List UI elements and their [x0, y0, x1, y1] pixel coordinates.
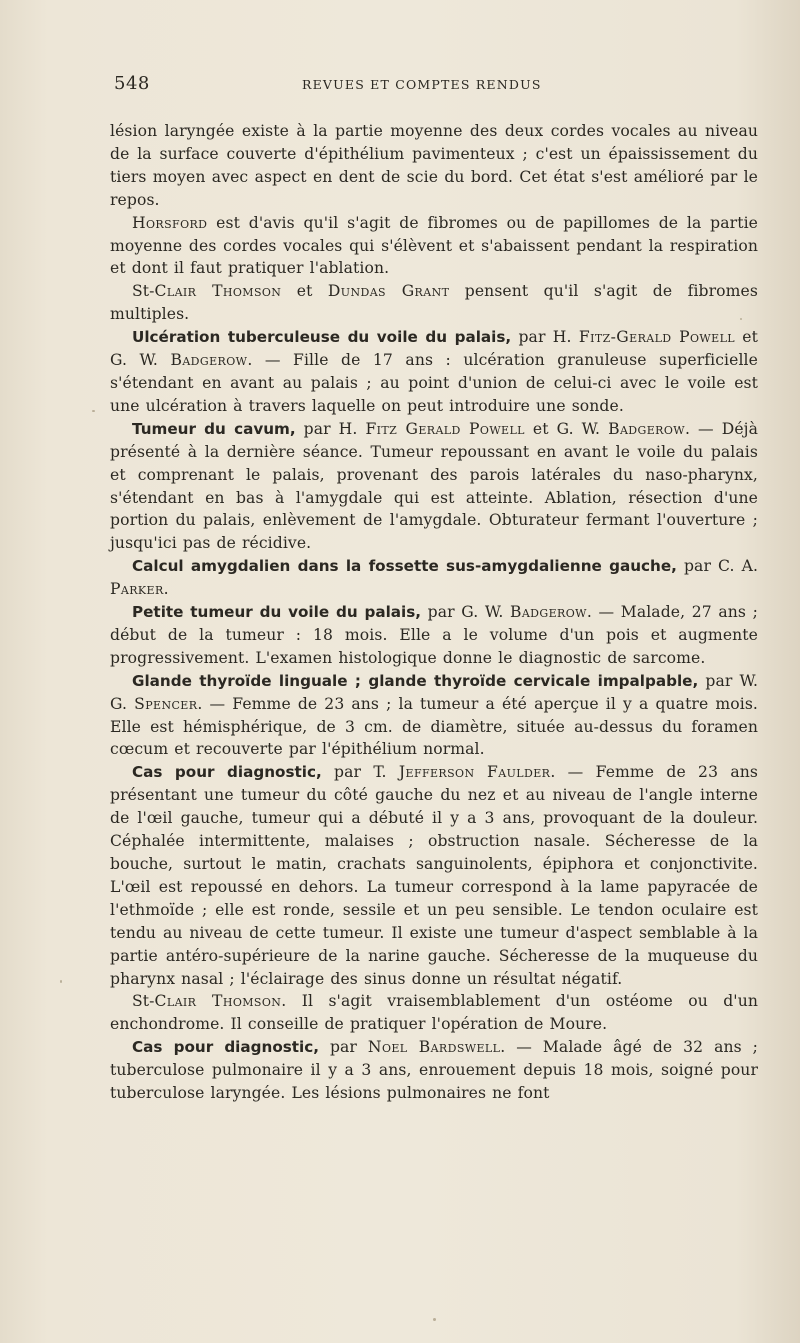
body-text: et G. W. [110, 328, 758, 370]
body-text: lésion laryngée existe à la partie moyenne des deux cordes vocales au niveau de la surface couverte d'épithélium pavimenteux ; c'est un épaississement du tiers moyen avec aspect en dent de scie du bord. Cet état s'est amélioré par le repos. [110, 122, 758, 209]
paragraph [110, 670, 758, 762]
paragraph [110, 212, 758, 281]
paragraph [110, 280, 758, 326]
body-text: . — Femme de 23 ans présentant une tumeur du côté gauche du nez et au niveau de l'angle interne de l'œil gauche, tumeur qui a débuté il y a 3 ans, provoquant de la douleur. Céphalée intermittente, malaises ; obstruction nasale. Sécheresse de la bouche, surtout le matin, crachats sanguinolents, épiphora et conjonctivite. L'œil est repoussé en dehors. La tumeur correspond à la lame papyracée de l'ethmoïde ; elle est ronde, sessile et un peu sensible. Le tendon oculaire est tendu au niveau de cette tumeur. Il existe une tumeur d'aspect semblable à la partie antéro-supérieure de la narine gauche. Sécheresse de la muqueuse du pharynx nasal ; l'éclairage des sinus donne un résultat négatif. [110, 763, 759, 988]
article-body [110, 120, 758, 1105]
paragraph [110, 990, 758, 1036]
body-text: et [281, 282, 328, 301]
author-name: Jefferson Faulder [398, 763, 551, 782]
author-name: Badgerow [509, 603, 587, 622]
body-text: . — Déjà présenté à la dernière séance. Tumeur repoussant en avant le voile du palais et comprenant le palais, provenant des parois latérales du naso-pharynx, s'étendant en bas à l'amygdale qui est atteinte. Ablation, résection d'une portion du palais, enlèvement de l'amygdale. Obturateur fermant l'ouverture ; jusqu'ici pas de récidive. [110, 419, 758, 553]
body-text: par G. W. [421, 603, 510, 622]
paragraph [110, 555, 758, 601]
author-name: Horsford [132, 213, 208, 232]
body-text: . — Femme de 23 ans ; la tumeur a été aperçue il y a quatre mois. Elle est hémisphérique, de 3 cm. de diamètre, située au-dessus du foramen cœcum et recouverte par l'épithélium normal. [110, 694, 758, 759]
body-text: . [163, 580, 169, 599]
author-name: Noel Bardswell [367, 1038, 501, 1057]
author-name: Fitz Gerald Powell [365, 419, 525, 438]
body-text: par [319, 1038, 368, 1057]
author-name: Fitz-Gerald Powell [578, 328, 735, 347]
body-text: St- [132, 992, 155, 1011]
paragraph [110, 601, 758, 670]
paragraph [110, 326, 758, 418]
running-title: REVUES ET COMPTES RENDUS [302, 77, 542, 92]
case-title: Calcul amygdalien dans la fossette sus-amygdalienne gauche, [132, 557, 677, 576]
case-title: Cas pour diagnostic, [132, 763, 322, 782]
body-text: . — Fille de 17 ans : ulcération granuleuse superficielle s'étendant en avant au palais ; au point d'union de celui-ci avec le voile est une ulcération à travers laquelle on peut introduire une sonde. [110, 351, 758, 415]
body-text: pensent qu'il s'agit de fibromes multiples. [110, 282, 758, 324]
paragraph [110, 120, 758, 212]
case-title: Petite tumeur du voile du palais, [132, 603, 422, 622]
paragraph [110, 761, 758, 990]
paragraph [110, 1036, 758, 1105]
case-title: Cas pour diagnostic, [132, 1038, 320, 1057]
author-name: Badgerow [608, 419, 685, 438]
case-title: Ulcération tuberculeuse du voile du palais, [132, 328, 512, 347]
body-text: par C. A. [676, 557, 758, 576]
author-name: Parker [110, 580, 164, 599]
case-title: Tumeur du cavum, [132, 419, 296, 438]
author-name: Badgerow [170, 351, 248, 370]
author-name: Dundas Grant [327, 282, 450, 301]
page-number: 548 [114, 73, 150, 94]
body-text: et G. W. [524, 419, 609, 438]
body-text: par H. [511, 328, 579, 347]
body-text: par H. [295, 419, 366, 438]
paragraph [110, 418, 758, 555]
body-text: . — Malade âgé de 32 ans ; tuberculose pulmonaire il y a 3 ans, enrouement depuis 18 mois, soigné pour tuberculose laryngée. Les lésions pulmonaires ne font [110, 1038, 759, 1103]
author-name: Spencer [134, 694, 198, 713]
author-name: Clair Thomson [154, 992, 282, 1011]
body-text: est d'avis qu'il s'agit de fibromes ou de papillomes de la partie moyenne des cordes vocales qui s'élèvent et s'abaissent pendant la respiration et dont il faut pratiquer l'ablation. [110, 213, 758, 278]
page-header [114, 73, 754, 97]
body-text: par T. [321, 763, 399, 782]
body-text: . Il s'agit vraisemblablement d'un ostéome ou d'un enchondrome. Il conseille de pratiquer l'opération de Moure. [110, 992, 758, 1034]
body-text: St- [132, 282, 155, 301]
body-text: . — Malade, 27 ans ; début de la tumeur : 18 mois. Elle a le volume d'un pois et augmente progressivement. L'examen histologique donne le diagnostic de sarcome. [110, 603, 758, 667]
author-name: Clair Thomson [154, 282, 282, 301]
body-text: par W. G. [110, 671, 759, 713]
case-title: Glande thyroïde linguale ; glande thyroïde cervicale impalpable, [132, 671, 699, 690]
